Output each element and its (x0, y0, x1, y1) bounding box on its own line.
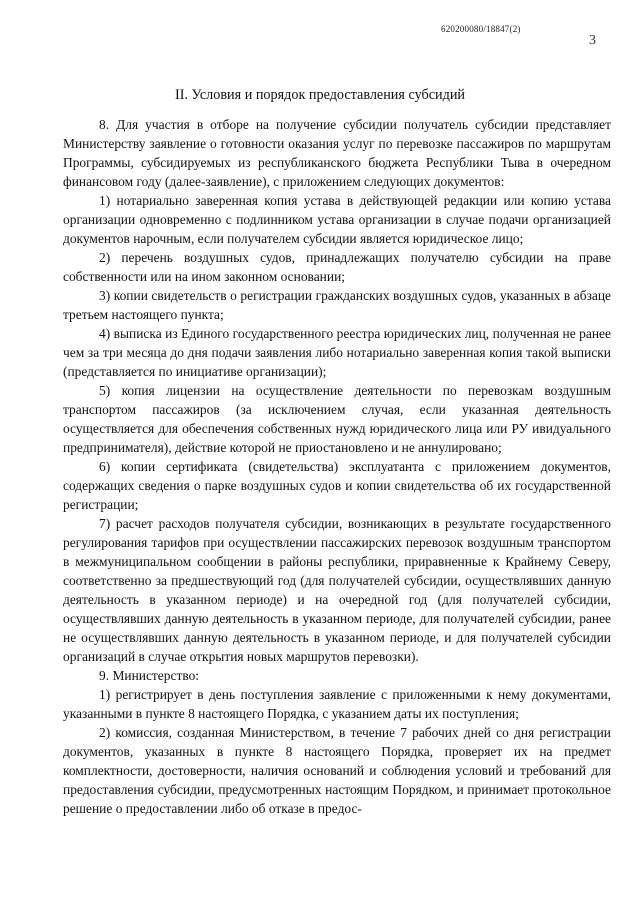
paragraph-9-item-2: 2) комиссия, созданная Министерством, в течение 7 рабочих дней со дня регистрации документов, указанных в пункте 8 настоящего Порядка, проверяет их на предмет комплектности, достоверности, наличия оснований и соблюдения условий и требований для предоставления субсидии, предусмотренных настоящим Порядком, и принимает протокольное решение о предоставлении либо об отказе в предос- (63, 725, 611, 816)
document-body (63, 115, 611, 818)
paragraph-8-item-5: 5) копия лицензии на осуществление деятельности по перевозкам воздушным транспортом пассажиров (за исключением случая, если указанная деятельность осуществляется для обеспечения собственных нужд юридического лица или РУ ивидуального предпринимателя), действие которой не приостановлено и не аннулировано; (63, 383, 611, 455)
paragraph-8: 8. Для участия в отборе на получение субсидии получатель субсидии представляет Министерству заявление о готовности оказания услуг по перевозке пассажиров по маршрутам Программы, субсидируемых из республиканского бюджета Республики Тыва в очередном финансовом году (далее-заявление), с приложением следующих документов: (63, 117, 611, 189)
paragraph-8-item-7: 7) расчет расходов получателя субсидии, возникающих в результате государственного регулирования тарифов при осуществлении пассажирских перевозок воздушным транспортом в межмуниципальном сообщении в районы республики, приравненные к Крайнему Северу, соответственно за предшествующий год (для получателей субсидии, осуществлявших данную деятельность в указанном периоде) и на очередной год (для получателей субсидии, осуществлявших данную деятельность в указанном периоде, для получателей субсидии, ранее не осуществлявших данную деятельность в указанном периоде, и для получателей субсидии организаций в случае открытия новых маршрутов перевозки). (63, 516, 611, 664)
document-code: 620200080/18847(2) (441, 24, 521, 34)
page-number: 3 (589, 33, 596, 48)
paragraph-8-item-1: 1) нотариально заверенная копия устава в действующей редакции или копию устава организации одновременно с подлинником устава организации в случае подачи организацией документов нарочным, если получателем субсидии является юридическое лицо; (63, 193, 611, 246)
paragraph-8-item-3: 3) копии свидетельств о регистрации гражданских воздушных судов, указанных в абзаце третьем настоящего пункта; (63, 288, 611, 322)
section-title: II. Условия и порядок предоставления субсидий (174, 87, 466, 103)
paragraph-9-item-1: 1) регистрирует в день поступления заявление с приложенными к нему документами, указанными в пункте 8 настоящего Порядка, с указанием даты их поступления; (63, 687, 611, 721)
paragraph-8-item-2: 2) перечень воздушных судов, принадлежащих получателю субсидии на праве собственности или на ином законном основании; (63, 250, 611, 284)
paragraph-8-item-4: 4) выписка из Единого государственного реестра юридических лиц, полученная не ранее чем за три месяца до дня подачи заявления либо нотариально заверенная копия такой выписки (представляется по инициативе организации); (63, 326, 611, 379)
paragraph-9: 9. Министерство: (99, 668, 200, 683)
paragraph-8-item-6: 6) копии сертификата (свидетельства) эксплуатанта с приложением документов, содержащих сведения о парке воздушных судов и копии свидетельства об их государственной регистрации; (63, 459, 611, 512)
